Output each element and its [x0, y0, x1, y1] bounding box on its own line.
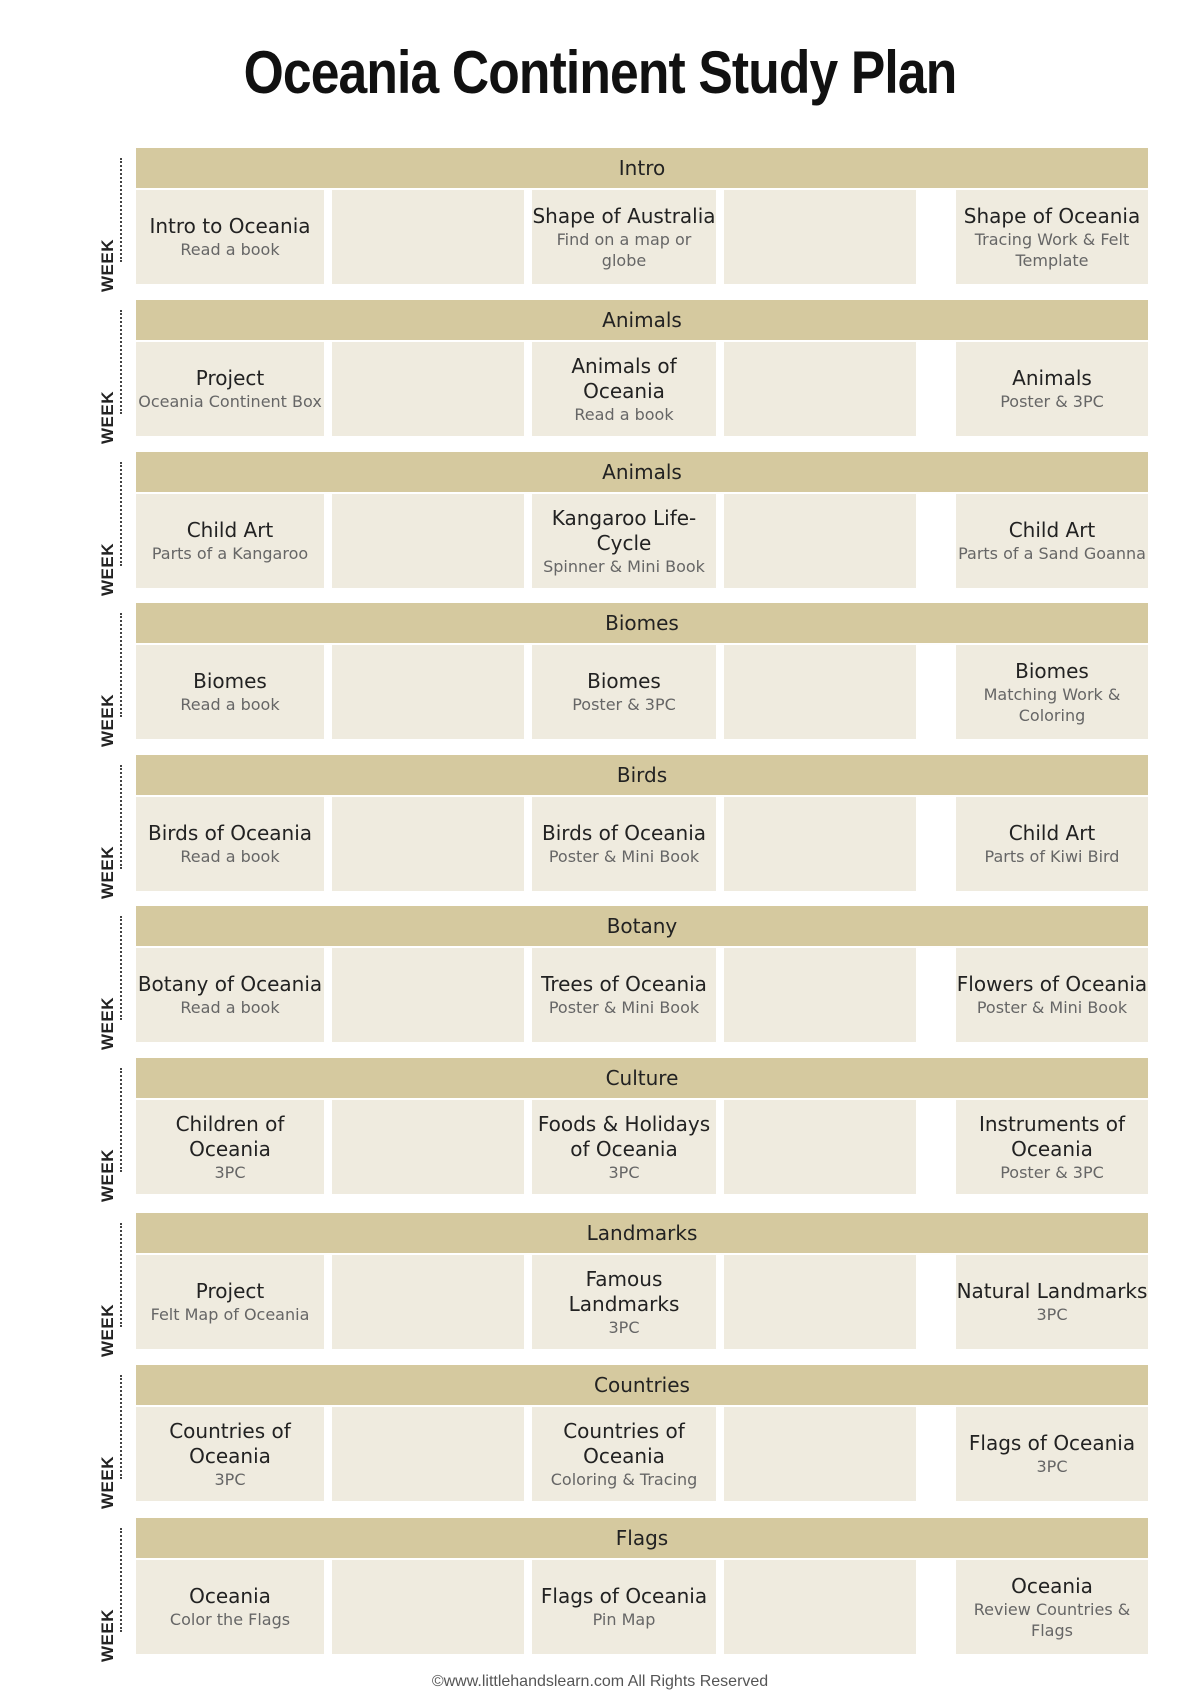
week-label: [96, 1223, 130, 1357]
activity-cell: [136, 1100, 324, 1194]
activity-title: Project: [195, 1279, 265, 1303]
week-block: [96, 906, 1156, 1050]
week-label-text: WEEK: [98, 543, 117, 596]
activity-subtitle: 3PC: [608, 1317, 640, 1337]
activity-title: Flags of Oceania: [540, 1584, 708, 1608]
activity-cell: [956, 797, 1148, 891]
empty-cell: [724, 948, 916, 1042]
week-number-blank-line: [120, 765, 122, 869]
activity-title: Animals of Oceania: [571, 353, 677, 403]
activity-title: Trees of Oceania: [541, 972, 707, 996]
activity-cell: [136, 342, 324, 436]
week-label-text: WEEK: [98, 846, 117, 899]
activity-title: Animals: [1012, 366, 1092, 390]
week-day-cells: [136, 948, 1148, 1042]
week-label-text: WEEK: [98, 997, 117, 1050]
activity-cell: [532, 948, 716, 1042]
activity-title: Child Art: [186, 518, 274, 542]
week-label-text: WEEK: [98, 1456, 117, 1509]
activity-subtitle: Review Countries & Flags: [973, 1599, 1131, 1640]
week-day-cells: [136, 1407, 1148, 1501]
week-topic-header: Animals: [136, 452, 1148, 492]
activity-subtitle: 3PC: [214, 1162, 246, 1182]
activity-title: Biomes: [587, 669, 661, 693]
activity-cell: [136, 797, 324, 891]
activity-subtitle: Read a book: [180, 695, 280, 714]
activity-title: Child Art: [1008, 821, 1096, 845]
activity-title: Natural Landmarks: [956, 1279, 1148, 1303]
empty-cell: [332, 1407, 524, 1501]
empty-cell: [332, 948, 524, 1042]
activity-title: Children of Oceania: [175, 1111, 285, 1161]
activity-subtitle: 3PC: [1036, 1457, 1068, 1476]
week-number-blank-line: [120, 916, 122, 1020]
week-block: [96, 1518, 1156, 1662]
activity-cell: [956, 342, 1148, 436]
activity-title: Countries of Oceania: [169, 1418, 291, 1468]
activity-subtitle: Tracing Work & Felt Template: [974, 229, 1130, 270]
activity-subtitle: Poster & 3PC: [1000, 392, 1104, 411]
activity-subtitle: Read a book: [180, 847, 280, 866]
week-day-cells: [136, 1560, 1148, 1654]
week-number-blank-line: [120, 462, 122, 566]
activity-subtitle: Read a book: [574, 404, 674, 424]
week-day-cells: [136, 1100, 1148, 1194]
activity-subtitle: Matching Work & Coloring: [983, 684, 1121, 725]
empty-cell: [332, 342, 524, 436]
activity-subtitle: Parts of a Sand Goanna: [958, 544, 1146, 563]
week-block: [96, 300, 1156, 444]
week-topic-header: Botany: [136, 906, 1148, 946]
empty-cell: [332, 1100, 524, 1194]
activity-title: Biomes: [193, 669, 267, 693]
activity-title: Flags of Oceania: [968, 1431, 1136, 1455]
activity-title: Famous Landmarks: [568, 1266, 680, 1316]
activity-subtitle: Parts of Kiwi Bird: [984, 847, 1120, 866]
week-number-blank-line: [120, 158, 122, 262]
activity-subtitle: Poster & Mini Book: [548, 847, 700, 866]
activity-cell: [532, 797, 716, 891]
week-block: [96, 1365, 1156, 1509]
empty-cell: [332, 1560, 524, 1654]
week-topic-header: Countries: [136, 1365, 1148, 1405]
activity-title: Countries of Oceania: [563, 1418, 685, 1468]
activity-title: Project: [195, 366, 265, 390]
activity-subtitle: 3PC: [214, 1469, 246, 1489]
week-day-cells: [136, 190, 1148, 284]
week-number-blank-line: [120, 310, 122, 414]
activity-cell: [532, 645, 716, 739]
week-label: [96, 613, 130, 747]
activity-cell: [532, 342, 716, 436]
week-label: [96, 916, 130, 1050]
week-label: [96, 1528, 130, 1662]
week-number-blank-line: [120, 1223, 122, 1327]
week-topic-header: Birds: [136, 755, 1148, 795]
week-label-text: WEEK: [98, 1609, 117, 1662]
activity-subtitle: 3PC: [608, 1162, 640, 1182]
activity-subtitle: Poster & Mini Book: [548, 998, 700, 1017]
empty-cell: [332, 1255, 524, 1349]
activity-cell: [136, 190, 324, 284]
activity-subtitle: Find on a map or globe: [556, 229, 692, 270]
activity-title: Biomes: [1015, 658, 1089, 683]
activity-cell: [956, 190, 1148, 284]
empty-cell: [332, 797, 524, 891]
activity-cell: [956, 1560, 1148, 1654]
activity-title: Botany of Oceania: [137, 972, 323, 996]
activity-cell: [532, 1407, 716, 1501]
page-title: Oceania Continent Study Plan: [243, 39, 957, 106]
activity-subtitle: Poster & Mini Book: [976, 998, 1128, 1017]
activity-title: Instruments of Oceania: [978, 1111, 1126, 1161]
empty-cell: [332, 190, 524, 284]
activity-title: Intro to Oceania: [149, 214, 311, 238]
activity-cell: [136, 1560, 324, 1654]
empty-cell: [724, 645, 916, 739]
week-label: [96, 158, 130, 292]
activity-subtitle: Coloring & Tracing: [550, 1469, 698, 1489]
week-label-text: WEEK: [98, 1149, 117, 1202]
activity-cell: [956, 1407, 1148, 1501]
activity-cell: [532, 494, 716, 588]
week-day-cells: [136, 645, 1148, 739]
activity-subtitle: Felt Map of Oceania: [150, 1305, 310, 1324]
activity-cell: [956, 494, 1148, 588]
activity-cell: [532, 1100, 716, 1194]
activity-cell: [956, 645, 1148, 739]
activity-title: Oceania: [189, 1584, 271, 1608]
empty-cell: [724, 494, 916, 588]
activity-cell: [956, 948, 1148, 1042]
activity-title: Shape of Australia: [532, 203, 716, 228]
empty-cell: [724, 1255, 916, 1349]
activity-title: Foods & Holidays of Oceania: [537, 1111, 711, 1161]
empty-cell: [332, 645, 524, 739]
activity-cell: [136, 494, 324, 588]
activity-title: Birds of Oceania: [541, 821, 707, 845]
week-topic-header: Culture: [136, 1058, 1148, 1098]
activity-title: Child Art: [1008, 518, 1096, 542]
activity-subtitle: Spinner & Mini Book: [543, 556, 705, 576]
week-topic-header: Intro: [136, 148, 1148, 188]
week-day-cells: [136, 1255, 1148, 1349]
week-block: [96, 452, 1156, 596]
activity-subtitle: Color the Flags: [169, 1610, 291, 1629]
activity-cell: [956, 1100, 1148, 1194]
activity-subtitle: Pin Map: [592, 1610, 656, 1629]
copyright-footer: ©www.littlehandslearn.com All Rights Reserved: [431, 1673, 769, 1690]
activity-title: Kangaroo Life-Cycle: [551, 505, 697, 555]
activity-title: Birds of Oceania: [147, 821, 313, 845]
activity-subtitle: Read a book: [180, 240, 280, 259]
week-block: [96, 603, 1156, 747]
week-number-blank-line: [120, 1528, 122, 1632]
activity-subtitle: Poster & 3PC: [572, 695, 676, 714]
activity-cell: [532, 1560, 716, 1654]
activity-cell: [136, 948, 324, 1042]
week-block: [96, 1213, 1156, 1357]
week-label: [96, 1375, 130, 1509]
week-block: [96, 148, 1156, 292]
week-topic-header: Flags: [136, 1518, 1148, 1558]
activity-cell: [136, 1255, 324, 1349]
week-topic-header: Landmarks: [136, 1213, 1148, 1253]
activity-cell: [532, 190, 716, 284]
empty-cell: [724, 1100, 916, 1194]
activity-cell: [956, 1255, 1148, 1349]
week-label-text: WEEK: [98, 1304, 117, 1357]
activity-title: Flowers of Oceania: [956, 972, 1148, 996]
week-day-cells: [136, 342, 1148, 436]
activity-cell: [136, 645, 324, 739]
empty-cell: [724, 1407, 916, 1501]
week-number-blank-line: [120, 613, 122, 717]
activity-subtitle: Oceania Continent Box: [138, 392, 322, 411]
week-label: [96, 462, 130, 596]
week-topic-header: Biomes: [136, 603, 1148, 643]
week-label: [96, 1068, 130, 1202]
empty-cell: [724, 1560, 916, 1654]
activity-cell: [136, 1407, 324, 1501]
week-block: [96, 1058, 1156, 1202]
week-topic-header: Animals: [136, 300, 1148, 340]
week-label-text: WEEK: [98, 694, 117, 747]
empty-cell: [724, 797, 916, 891]
week-number-blank-line: [120, 1068, 122, 1172]
week-label-text: WEEK: [98, 239, 117, 292]
empty-cell: [724, 190, 916, 284]
activity-title: Oceania: [1011, 1573, 1093, 1598]
activity-cell: [532, 1255, 716, 1349]
activity-subtitle: 3PC: [1036, 1305, 1068, 1324]
empty-cell: [332, 494, 524, 588]
activity-subtitle: Parts of a Kangaroo: [151, 544, 309, 563]
week-label-text: WEEK: [98, 391, 117, 444]
week-label: [96, 765, 130, 899]
week-day-cells: [136, 797, 1148, 891]
week-number-blank-line: [120, 1375, 122, 1479]
empty-cell: [724, 342, 916, 436]
activity-subtitle: Read a book: [180, 998, 280, 1017]
week-block: [96, 755, 1156, 899]
week-label: [96, 310, 130, 444]
activity-subtitle: Poster & 3PC: [1000, 1162, 1104, 1182]
activity-title: Shape of Oceania: [963, 203, 1141, 228]
week-day-cells: [136, 494, 1148, 588]
